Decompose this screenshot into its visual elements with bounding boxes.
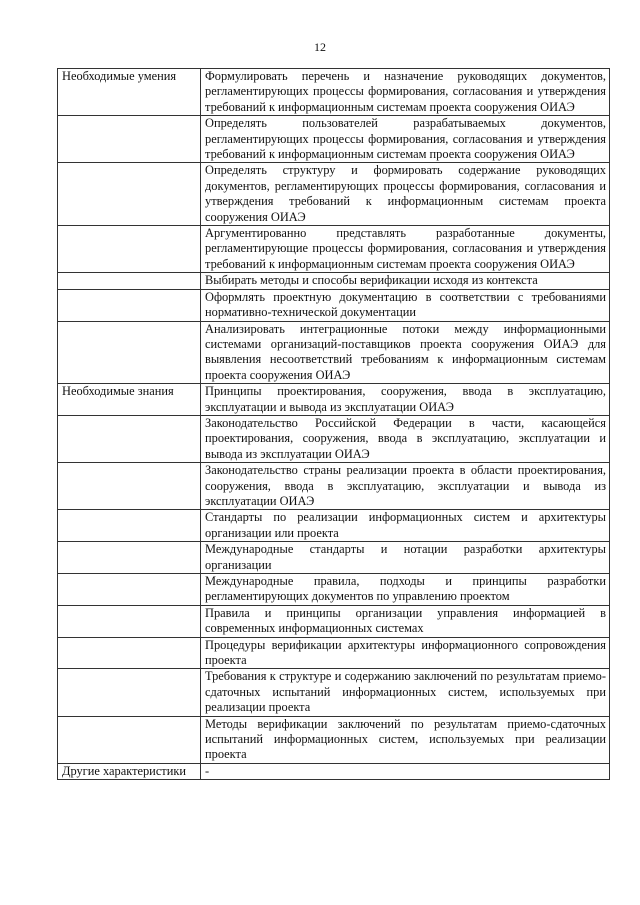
knowledge-item: Международные стандарты и нотации разработки архитектуры организации bbox=[201, 542, 610, 574]
empty-cell bbox=[58, 605, 201, 637]
table-row bbox=[58, 510, 610, 542]
skill-item: Анализировать интеграционные потоки между информационными системами организаций-поставщиков проекта сооружения ОИАЭ для выявления несоответствий требованиям к информационным системам проекта сооружения ОИАЭ bbox=[201, 321, 610, 384]
table-row bbox=[58, 273, 610, 289]
empty-cell bbox=[58, 226, 201, 273]
skill-item: Выбирать методы и способы верификации исходя из контекста bbox=[201, 273, 610, 289]
empty-cell bbox=[58, 463, 201, 510]
table-row bbox=[58, 605, 610, 637]
empty-cell bbox=[58, 716, 201, 763]
empty-cell bbox=[58, 669, 201, 716]
table-row bbox=[58, 321, 610, 384]
requirements-table bbox=[57, 68, 610, 780]
table-row bbox=[58, 542, 610, 574]
empty-cell bbox=[58, 116, 201, 163]
knowledge-item: Законодательство страны реализации проекта в области проектирования, сооружения, ввода в эксплуатацию, эксплуатации и вывода из эксплуатации ОИАЭ bbox=[201, 463, 610, 510]
knowledge-item: Правила и принципы организации управления информацией в современных информационных системах bbox=[201, 605, 610, 637]
empty-cell bbox=[58, 574, 201, 606]
table-row bbox=[58, 463, 610, 510]
table-row bbox=[58, 637, 610, 669]
page-number: 12 bbox=[314, 40, 326, 54]
knowledge-item: Международные правила, подходы и принципы разработки регламентирующих документов по управлению проектом bbox=[201, 574, 610, 606]
table-row bbox=[58, 289, 610, 321]
empty-cell bbox=[58, 289, 201, 321]
skill-item: Оформлять проектную документацию в соответствии с требованиями нормативно-технической документации bbox=[201, 289, 610, 321]
knowledge-item: Требования к структуре и содержанию заключений по результатам приемо-сдаточных испытаний информационных систем, используемых при реализации проекта bbox=[201, 669, 610, 716]
empty-cell bbox=[58, 273, 201, 289]
table-row bbox=[58, 226, 610, 273]
knowledge-item: Стандарты по реализации информационных систем и архитектуры организации или проекта bbox=[201, 510, 610, 542]
table-row bbox=[58, 415, 610, 462]
knowledge-item: Законодательство Российской Федерации в части, касающейся проектирования, сооружения, ввода в эксплуатацию, эксплуатации и вывода из эксплуатации ОИАЭ bbox=[201, 415, 610, 462]
table-row bbox=[58, 669, 610, 716]
empty-cell bbox=[58, 637, 201, 669]
skill-item: Определять структуру и формировать содержание руководящих документов, регламентирующих процессы формирования, согласования и утверждения требований к информационным системам проекта сооружения ОИАЭ bbox=[201, 163, 610, 226]
skill-item: Формулировать перечень и назначение руководящих документов, регламентирующих процессы формирования, согласования и утверждения требований к информационным системам проекта сооружения ОИАЭ bbox=[201, 69, 610, 116]
table-row bbox=[58, 69, 610, 116]
other-characteristics-value: - bbox=[201, 763, 610, 779]
empty-cell bbox=[58, 510, 201, 542]
table-row bbox=[58, 716, 610, 763]
skills-label: Необходимые умения bbox=[58, 69, 201, 116]
empty-cell bbox=[58, 163, 201, 226]
knowledge-label: Необходимые знания bbox=[58, 384, 201, 416]
knowledge-item: Принципы проектирования, сооружения, ввода в эксплуатацию, эксплуатации и вывода из эксплуатации ОИАЭ bbox=[201, 384, 610, 416]
table-row bbox=[58, 163, 610, 226]
other-characteristics-label: Другие характеристики bbox=[58, 763, 201, 779]
empty-cell bbox=[58, 415, 201, 462]
skill-item: Определять пользователей разрабатываемых документов, регламентирующих процессы формирования, согласования и утверждения требований к информационным системам проекта сооружения ОИАЭ bbox=[201, 116, 610, 163]
knowledge-item: Методы верификации заключений по результатам приемо-сдаточных испытаний информационных систем, используемых при реализации проекта bbox=[201, 716, 610, 763]
knowledge-item: Процедуры верификации архитектуры информационного сопровождения проекта bbox=[201, 637, 610, 669]
skill-item: Аргументированно представлять разработанные документы, регламентирующие процессы формирования, согласования и утверждения требований к информационным системам проекта сооружения ОИАЭ bbox=[201, 226, 610, 273]
table-row bbox=[58, 116, 610, 163]
empty-cell bbox=[58, 542, 201, 574]
table-row bbox=[58, 384, 610, 416]
empty-cell bbox=[58, 321, 201, 384]
table-row bbox=[58, 574, 610, 606]
table-row bbox=[58, 763, 610, 779]
